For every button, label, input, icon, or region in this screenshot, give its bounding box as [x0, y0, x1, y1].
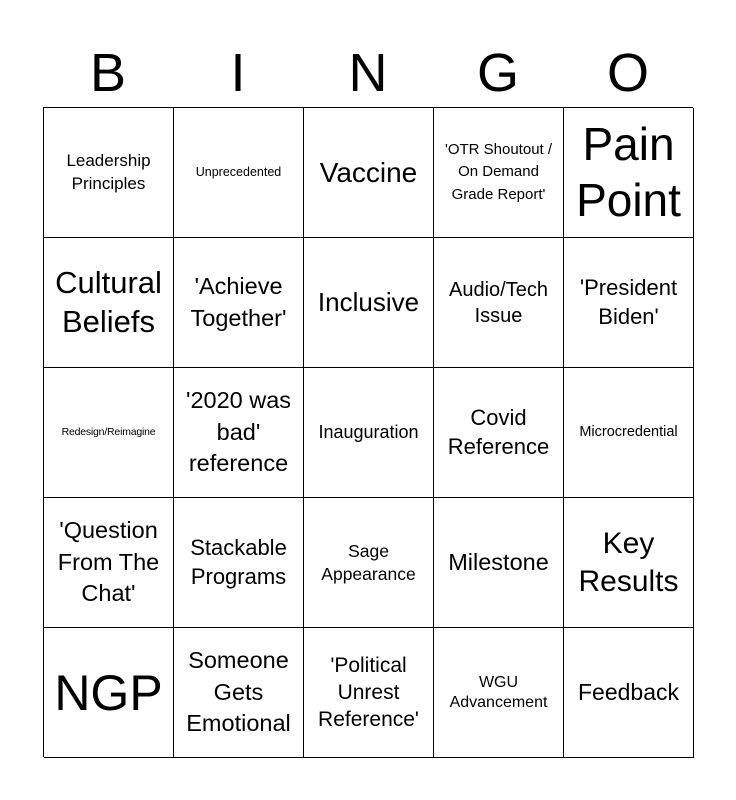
bingo-cell-r4-c1[interactable]	[44, 498, 174, 628]
bingo-header	[43, 38, 693, 108]
header-letter-o: O	[606, 43, 649, 103]
bingo-cell-r1-c3[interactable]	[304, 108, 434, 238]
cell-text: Pain Point	[576, 118, 681, 226]
bingo-cell-r4-c3[interactable]	[304, 498, 434, 628]
header-letter-b: B	[89, 43, 127, 103]
bingo-cell-r5-c5[interactable]	[564, 628, 694, 758]
bingo-cell-r3-c1[interactable]	[44, 368, 174, 498]
bingo-cell-r5-c2[interactable]	[174, 628, 304, 758]
cell-text: 'President Biden'	[579, 274, 678, 329]
cell-text: Audio/Tech Issue	[449, 278, 548, 327]
bingo-cell-r5-c3[interactable]	[304, 628, 434, 758]
header-letter-i: I	[230, 43, 246, 103]
cell-text: Stackable Programs	[190, 534, 287, 589]
cell-text: 'Achieve Together'	[190, 272, 287, 331]
cell-text: Microcredential	[579, 424, 678, 441]
cell-text: 'OTR Shoutout / On Demand Grade Report'	[444, 140, 553, 203]
bingo-board	[43, 107, 693, 757]
cell-text: NGP	[54, 664, 163, 721]
bingo-cell-r2-c5[interactable]	[564, 238, 694, 368]
bingo-cell-r5-c1[interactable]	[44, 628, 174, 758]
bingo-cell-r3-c2[interactable]	[174, 368, 304, 498]
bingo-cell-r2-c3[interactable]	[304, 238, 434, 368]
bingo-cell-r3-c4[interactable]	[434, 368, 564, 498]
bingo-cell-r2-c2[interactable]	[174, 238, 304, 368]
bingo-cell-r4-c5[interactable]	[564, 498, 694, 628]
bingo-cell-r4-c4[interactable]	[434, 498, 564, 628]
bingo-cell-r2-c1[interactable]	[44, 238, 174, 368]
cell-text: 'Question From The Chat'	[57, 516, 160, 607]
cell-text: Inauguration	[318, 421, 419, 442]
header-letter-g: G	[476, 43, 519, 103]
cell-text: Key Results	[578, 527, 679, 598]
cell-text: Inclusive	[317, 286, 420, 317]
cell-text: Someone Gets Emotional	[186, 646, 291, 737]
cell-text: '2020 was bad' reference	[185, 386, 292, 477]
cell-text: Sage Appearance	[321, 540, 416, 584]
cell-text: Feedback	[577, 678, 679, 705]
bingo-cell-r2-c4[interactable]	[434, 238, 564, 368]
bingo-cell-r1-c1[interactable]	[44, 108, 174, 238]
bingo-cell-r5-c4[interactable]	[434, 628, 564, 758]
cell-text: 'Political Unrest Reference'	[318, 653, 419, 732]
cell-text: WGU Advancement	[449, 673, 548, 711]
cell-text: Covid Reference	[447, 404, 550, 459]
cell-text: Milestone	[448, 548, 549, 575]
bingo-cell-r1-c4[interactable]	[434, 108, 564, 238]
cell-text: Unprecedented	[195, 165, 282, 179]
bingo-cell-r1-c5[interactable]	[564, 108, 694, 238]
cell-text: Cultural Beliefs	[55, 264, 162, 339]
header-letter-n: N	[348, 43, 388, 103]
bingo-cell-r4-c2[interactable]	[174, 498, 304, 628]
cell-text: Leadership Principles	[66, 151, 151, 193]
bingo-cell-r1-c2[interactable]	[174, 108, 304, 238]
bingo-cell-r3-c5[interactable]	[564, 368, 694, 498]
bingo-cell-r3-c3[interactable]	[304, 368, 434, 498]
cell-text: Vaccine	[319, 156, 418, 188]
cell-text: Redesign/Reimagine	[61, 426, 156, 439]
